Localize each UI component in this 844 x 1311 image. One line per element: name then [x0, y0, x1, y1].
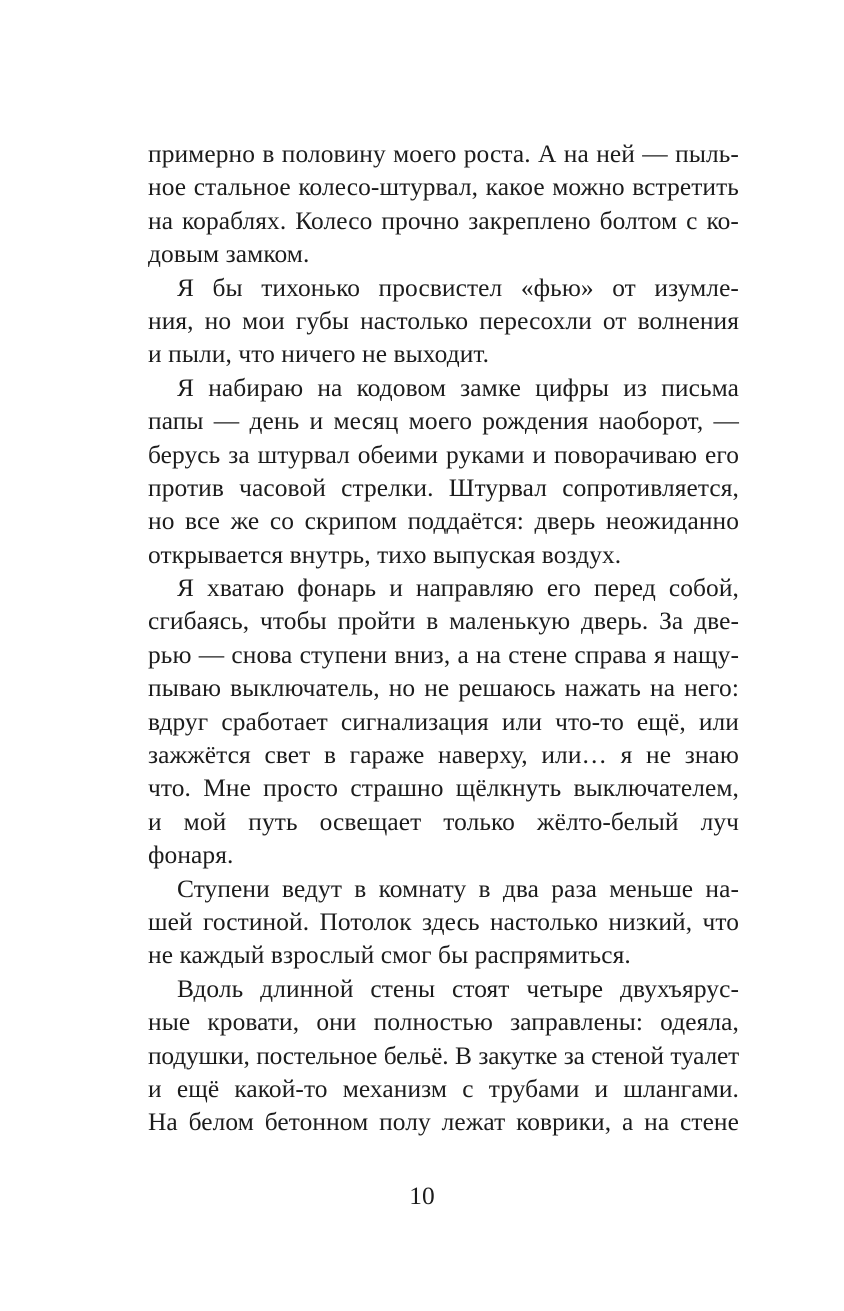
text-line: Я набираю на кодовом замке цифры из письма — [177, 373, 739, 402]
text-line: на кораблях. Колесо прочно закреплено болтом с ко- — [148, 206, 739, 235]
text-line: примерно в половину моего роста. А на ней — пыль- — [148, 140, 739, 168]
body-text — [148, 138, 739, 1140]
text-line: Вдоль длинной стены стоят четыре двухъярус- — [177, 974, 739, 1003]
text-line: шей гостиной. Потолок здесь настолько низкий, что — [148, 907, 739, 936]
text-line: На белом бетонном полу лежат коврики, а на стене — [148, 1108, 739, 1137]
text-line: ное стальное колесо-штурвал, какое можно встретить — [148, 173, 739, 202]
text-line: фонаря. — [148, 841, 234, 870]
text-line: и пыли, что ничего не выходит. — [148, 340, 490, 369]
page-number: 10 — [409, 1182, 435, 1210]
text-line: сгибаясь, чтобы пройти в маленькую дверь. За две- — [148, 607, 739, 636]
text-line: зажжётся свет в гараже наверху, или… я не знаю — [148, 741, 739, 770]
text-line: Я хватаю фонарь и направляю его перед собой, — [177, 574, 739, 603]
text-line: рью — снова ступени вниз, а на стене справа я нащу- — [148, 640, 739, 669]
text-line: не каждый взрослый смог бы распрямиться. — [148, 941, 631, 970]
text-line: вдруг сработает сигнализация или что-то ещё, или — [148, 707, 739, 736]
text-line: что. Мне просто страшно щёлкнуть выключателем, — [148, 774, 739, 803]
text-line: и мой путь освещает только жёлто-белый луч — [148, 807, 739, 836]
text-line: папы — день и месяц моего рождения наоборот, — — [148, 407, 739, 436]
text-line: против часовой стрелки. Штурвал сопротивляется, — [148, 473, 739, 502]
text-line: подушки, постельное бельё. В закутке за стеной туалет — [148, 1041, 739, 1070]
text-line: но все же со скрипом поддаётся: дверь неожиданно — [148, 507, 739, 536]
text-line: Я бы тихонько просвистел «фью» от изумле- — [177, 273, 739, 302]
text-line: довым замком. — [148, 240, 310, 269]
text-line: открывается внутрь, тихо выпуская воздух. — [148, 540, 622, 569]
text-line: ния, но мои губы настолько пересохли от волнения — [148, 306, 739, 335]
text-line: ные кровати, они полностью заправлены: одеяла, — [148, 1008, 739, 1037]
text-line: Ступени ведут в комнату в два раза меньше на- — [177, 874, 739, 903]
text-line: берусь за штурвал обеими руками и поворачиваю его — [148, 440, 739, 469]
text-line: и ещё какой-то механизм с трубами и шлангами. — [148, 1074, 739, 1103]
text-line: пываю выключатель, но не решаюсь нажать на него: — [148, 674, 739, 703]
